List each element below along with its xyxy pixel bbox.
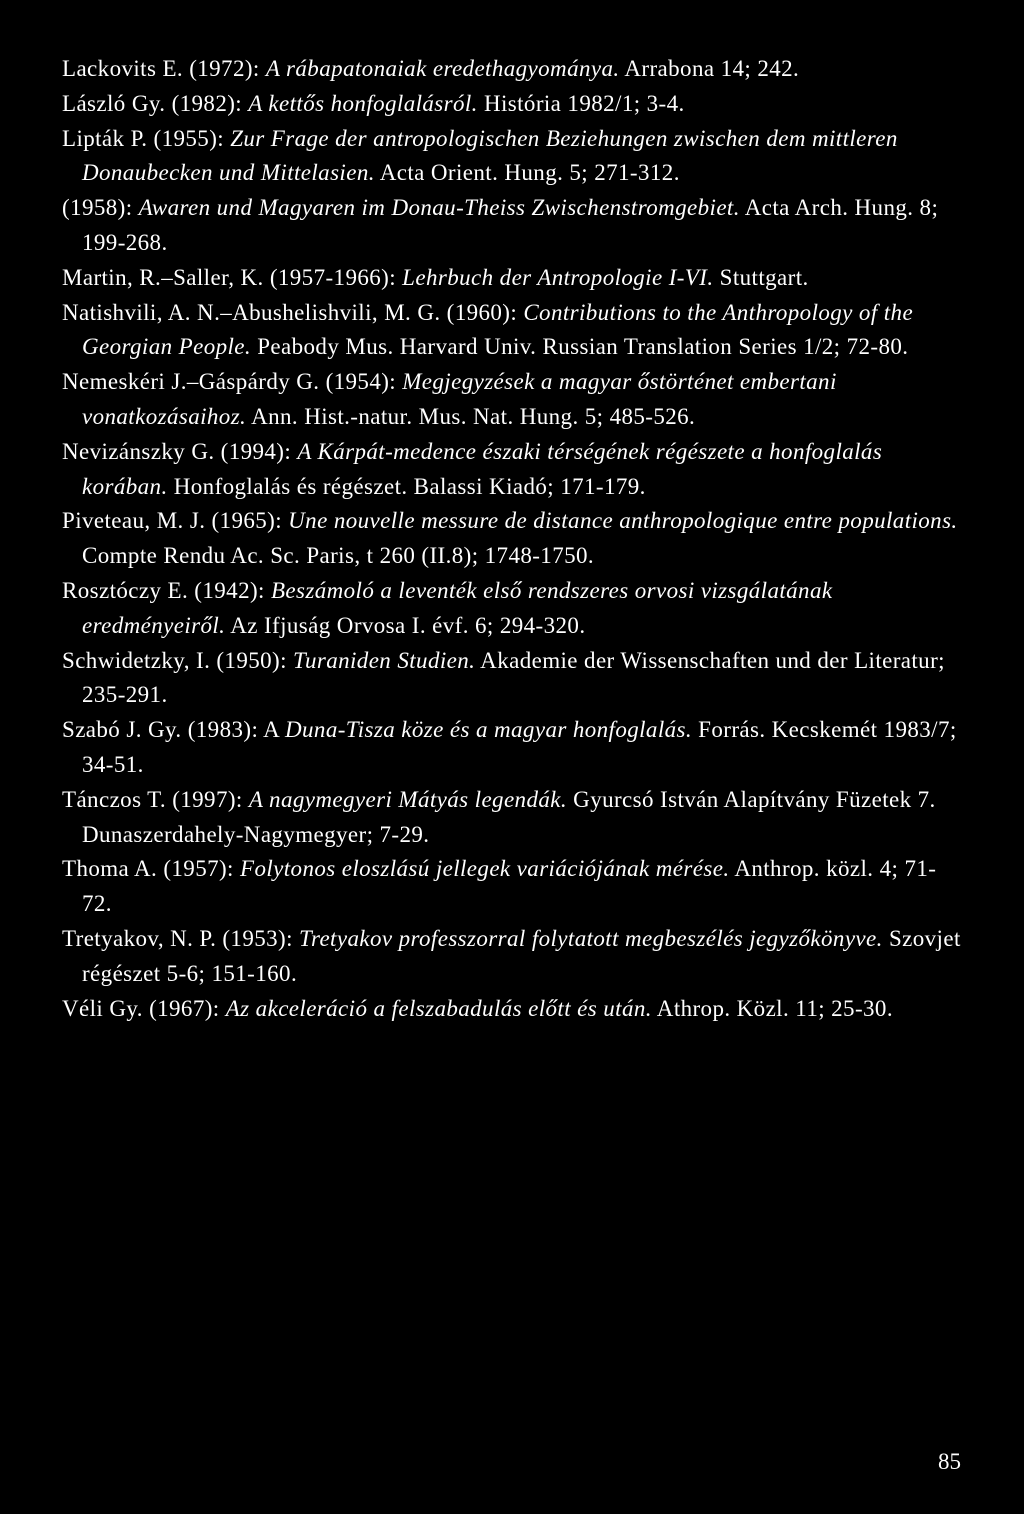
reference-author: Tánczos T. (1997): bbox=[62, 786, 249, 812]
reference-source: Compte Rendu Ac. Sc. Paris, t 260 (II.8); 1748-1750. bbox=[82, 543, 595, 569]
reference-source: Acta Arch. Hung. 8; 199-268. bbox=[82, 195, 939, 255]
reference-author: Thoma A. (1957): bbox=[62, 856, 240, 882]
reference-entry bbox=[62, 191, 962, 261]
reference-source: História 1982/1; 3-4. bbox=[477, 90, 685, 116]
reference-title: A rábapatonaiak eredethagyománya. bbox=[265, 56, 620, 81]
reference-source: Honfoglalás és régészet. Balassi Kiadó; 171-179. bbox=[167, 473, 646, 499]
reference-source: Szovjet régészet 5-6; 151-160. bbox=[82, 925, 961, 986]
reference-title: Az akceleráció a felszabadulás előtt és után. bbox=[225, 995, 652, 1021]
reference-source: Anthrop. közl. 4; 71-72. bbox=[82, 856, 937, 917]
reference-source: Gyurcsó István Alapítvány Füzetek 7. Dunaszerdahely-Nagymegyer; 7-29. bbox=[82, 786, 936, 847]
reference-entry bbox=[62, 852, 962, 922]
reference-source: Acta Orient. Hung. 5; 271-312. bbox=[374, 160, 680, 186]
reference-entry bbox=[62, 261, 962, 296]
reference-source: Athrop. Közl. 11; 25-30. bbox=[651, 995, 893, 1021]
reference-title: Turaniden Studien. bbox=[293, 647, 476, 673]
reference-author: László Gy. (1982): bbox=[62, 90, 249, 116]
reference-source: Az Ifjuság Orvosa I. évf. 6; 294-320. bbox=[225, 612, 586, 638]
reference-title: A nagymegyeri Mátyás legendák. bbox=[248, 786, 568, 812]
reference-author: (1958): bbox=[62, 195, 139, 221]
reference-title: Beszámoló a leventék első rendszeres orvosi vizsgálatának eredményeiről. bbox=[82, 577, 833, 638]
reference-entry bbox=[62, 922, 962, 992]
reference-title: Megjegyzések a magyar őstörténet embertani vonatkozásaihoz. bbox=[82, 369, 837, 429]
page-number: 85 bbox=[938, 1449, 961, 1474]
reference-title: A Kárpát-medence északi térségének régészete a honfoglalás korában. bbox=[82, 438, 883, 499]
reference-author: Lackovits E. (1972): bbox=[62, 56, 266, 81]
reference-entry bbox=[62, 365, 962, 435]
reference-title: Lehrbuch der Antropologie I-VI. bbox=[402, 264, 714, 290]
reference-title: A kettős honfoglalásról. bbox=[248, 90, 478, 116]
reference-entry bbox=[62, 783, 962, 853]
reference-title: Awaren und Magyaren im Donau-Theiss Zwischenstromgebiet. bbox=[138, 195, 740, 221]
reference-author: Nemeskéri J.–Gáspárdy G. (1954): bbox=[62, 369, 403, 395]
reference-title: Zur Frage der antropologischen Beziehungen zwischen dem mittleren Donaubecken und Mittelasien. bbox=[82, 125, 898, 186]
reference-author: Martin, R.–Saller, K. (1957-1966): bbox=[62, 264, 403, 290]
reference-author: Rosztóczy E. (1942): bbox=[62, 577, 271, 603]
reference-author: Schwidetzky, I. (1950): bbox=[62, 647, 294, 673]
reference-title: Contributions to the Anthropology of the Georgian People. bbox=[82, 299, 914, 360]
reference-entry bbox=[62, 992, 962, 1027]
reference-entry bbox=[62, 296, 962, 366]
reference-entry bbox=[62, 435, 962, 505]
reference-source: Forrás. Kecskemét 1983/7; 34-51. bbox=[82, 717, 957, 777]
reference-list bbox=[62, 52, 962, 1026]
reference-source: Peabody Mus. Harvard Univ. Russian Translation Series 1/2; 72-80. bbox=[251, 334, 909, 360]
reference-entry bbox=[62, 87, 962, 122]
reference-source: Ann. Hist.-natur. Mus. Nat. Hung. 5; 485-526. bbox=[246, 403, 696, 429]
reference-title: Folytonos eloszlású jellegek variációjának mérése. bbox=[240, 856, 730, 882]
reference-source: Stuttgart. bbox=[713, 264, 809, 290]
reference-author: Véli Gy. (1967): bbox=[62, 995, 226, 1021]
reference-title: Une nouvelle messure de distance anthropologique entre populations. bbox=[288, 508, 958, 534]
reference-author: Lipták P. (1955): bbox=[62, 125, 231, 151]
reference-entry bbox=[62, 122, 962, 192]
reference-source: Arrabona 14; 242. bbox=[619, 56, 800, 81]
reference-entry bbox=[62, 52, 962, 87]
reference-title: Duna-Tisza köze és a magyar honfoglalás. bbox=[285, 717, 693, 743]
reference-author: Piveteau, M. J. (1965): bbox=[62, 508, 289, 534]
reference-entry bbox=[62, 713, 962, 783]
reference-entry bbox=[62, 644, 962, 714]
reference-source: Akademie der Wissenschaften und der Literatur; 235-291. bbox=[82, 647, 945, 708]
reference-entry bbox=[62, 504, 962, 574]
reference-author: Natishvili, A. N.–Abushelishvili, M. G. (1960): bbox=[62, 299, 524, 325]
reference-author: Tretyakov, N. P. (1953): bbox=[62, 925, 300, 951]
reference-title: Tretyakov professzorral folytatott megbeszélés jegyzőkönyve. bbox=[299, 925, 883, 951]
reference-entry bbox=[62, 574, 962, 644]
reference-author: Szabó J. Gy. (1983): A bbox=[62, 717, 286, 743]
reference-author: Nevizánszky G. (1994): bbox=[62, 438, 298, 464]
